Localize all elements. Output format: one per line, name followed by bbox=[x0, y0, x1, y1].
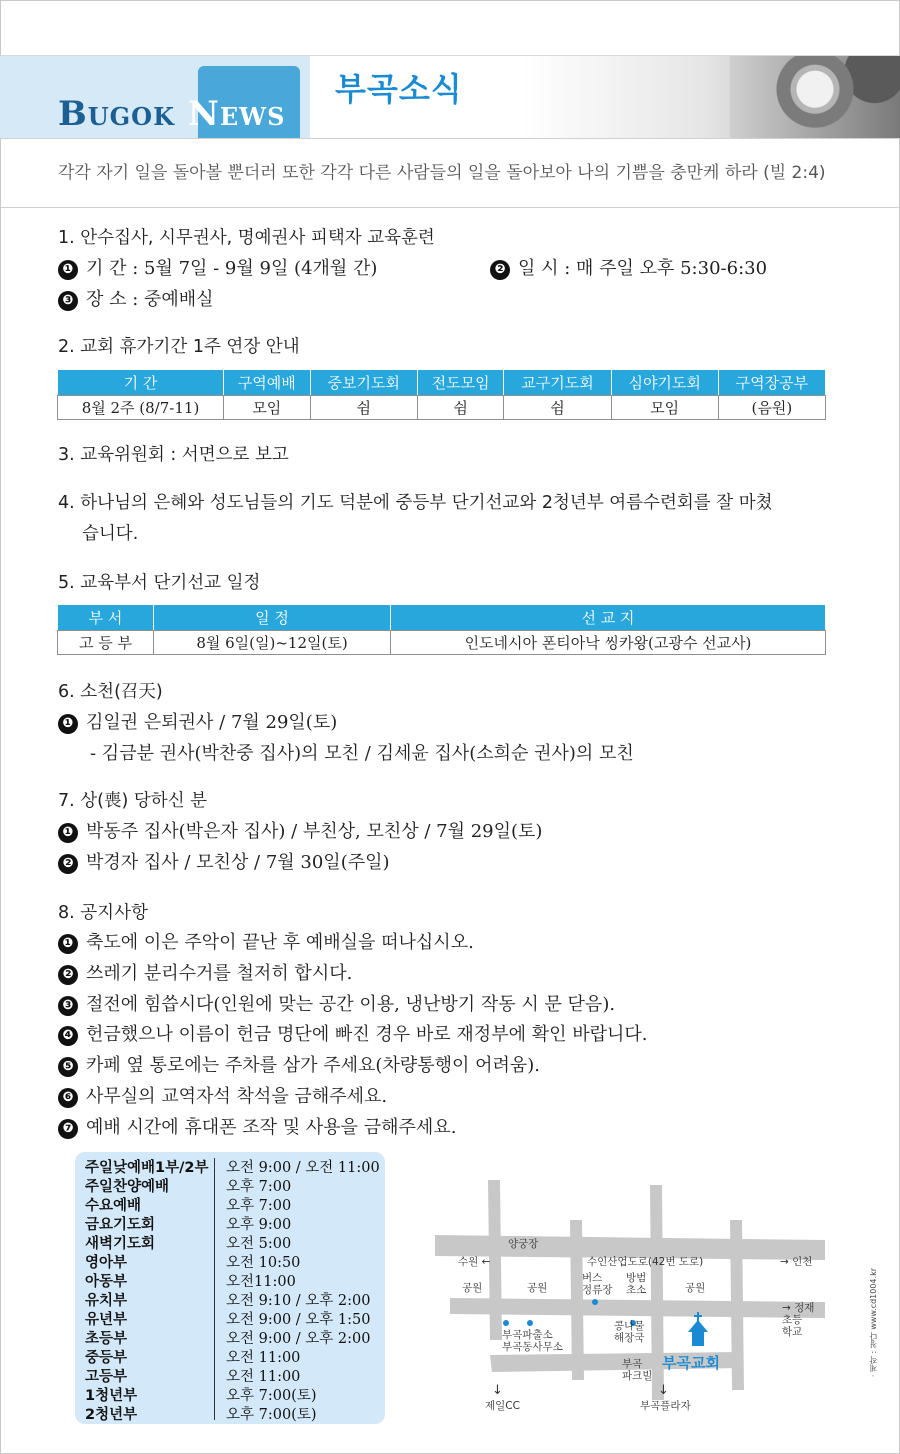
vacation-table-header bbox=[58, 370, 826, 396]
section-1-heading: 1. 안수집사, 시무권사, 명예권사 피택자 교육훈련 bbox=[58, 228, 435, 248]
schedule-time: 오전 10:50 bbox=[226, 1255, 301, 1271]
section-6-line-1: 김일권 은퇴권사 / 7월 29일(토) bbox=[86, 712, 338, 733]
schedule-name: 주일낮예배1부/2부 bbox=[85, 1160, 209, 1176]
schedule-time: 오전11:00 bbox=[226, 1274, 296, 1290]
church-icon bbox=[688, 1312, 708, 1346]
map-roads bbox=[430, 1180, 830, 1420]
bullet-icon: ❻ bbox=[58, 1088, 78, 1108]
table-header-cell: 구역예배 bbox=[224, 370, 311, 396]
map-label-school: → 정재 초등 학교 bbox=[782, 1302, 815, 1338]
section-8-heading: 8. 공지사항 bbox=[58, 903, 148, 923]
table-header-cell: 일 정 bbox=[154, 605, 391, 631]
table-header-cell: 선 교 지 bbox=[391, 605, 826, 631]
table-cell: 모임 bbox=[224, 396, 311, 420]
map-label-police: 부곡파출소 부곡동사무소 bbox=[502, 1329, 563, 1353]
table-header-cell: 전도모임 bbox=[417, 370, 504, 396]
section-7-line-1: 박동주 집사(박은자 집사) / 부친상, 모친상 / 7월 29일(토) bbox=[86, 821, 543, 842]
section-7-item-1 bbox=[58, 817, 542, 843]
section-7-heading: 7. 상(喪) 당하신 분 bbox=[58, 791, 208, 811]
section-3-heading: 3. 교육위원회 : 서면으로 보고 bbox=[58, 445, 289, 465]
header-banner bbox=[0, 55, 900, 139]
schedule-time: 오전 9:00 / 오후 2:00 bbox=[226, 1331, 371, 1347]
section-6-line-2: - 김금분 권사(박찬중 집사)의 모친 / 김세윤 집사(소희순 권사)의 모친 bbox=[90, 743, 634, 764]
schedule-time: 오전 9:00 / 오후 1:50 bbox=[226, 1312, 371, 1328]
schedule-name: 고등부 bbox=[85, 1369, 128, 1385]
section-1-item-2 bbox=[490, 254, 767, 280]
location-map bbox=[430, 1180, 830, 1420]
section-7-line-2: 박경자 집사 / 모친상 / 7월 30일(주일) bbox=[86, 852, 390, 873]
map-label-plaza: 부곡플라자 bbox=[640, 1400, 691, 1412]
map-label-church: 부곡교회 bbox=[662, 1354, 720, 1372]
section-2-heading: 2. 교회 휴가기간 1주 연장 안내 bbox=[58, 337, 300, 357]
bullet-icon: ❶ bbox=[58, 934, 78, 954]
schedule-name: 주일찬양예배 bbox=[85, 1179, 170, 1195]
schedule-name: 금요기도회 bbox=[85, 1217, 156, 1233]
header-photo bbox=[730, 56, 900, 139]
bible-verse: 각각 자기 일을 돌아볼 뿐더러 또한 각각 다른 사람들의 일을 돌아보아 나의 기쁨을 충만케 하라 (빌 2:4) bbox=[58, 163, 826, 183]
bullet-1-icon: ❶ bbox=[58, 260, 78, 280]
table-cell: 8월 6일(일)~12일(토) bbox=[154, 631, 391, 655]
section-1-place: 장 소 : 중예배실 bbox=[86, 289, 214, 310]
logo-prefix: Bugok bbox=[58, 94, 188, 134]
credit: · 제작 : 청다 www.cd1004.kr bbox=[869, 1268, 878, 1378]
table-cell: 쉼 bbox=[310, 396, 417, 420]
section-1-item-3 bbox=[58, 285, 214, 311]
section-4-line-1: 4. 하나님의 은혜와 성도님들의 기도 덕분에 중등부 단기선교와 2청년부 여름수련회를 잘 마쳤 bbox=[58, 493, 773, 513]
bullet-3-icon: ❸ bbox=[58, 291, 78, 311]
schedule-time: 오후 7:00(토) bbox=[226, 1388, 317, 1404]
bullet-icon: ❹ bbox=[58, 1026, 78, 1046]
section-5-heading: 5. 교육부서 단기선교 일정 bbox=[58, 573, 261, 593]
schedule-time: 오후 7:00 bbox=[226, 1179, 292, 1195]
notice-text: 사무실의 교역자석 착석을 금해주세요. bbox=[86, 1086, 388, 1107]
map-label-park: 공원 bbox=[527, 1282, 548, 1294]
section-6-heading: 6. 소천(召天) bbox=[58, 682, 163, 702]
section-4-line-2: 습니다. bbox=[82, 524, 139, 544]
map-label-restaurant: 콩나물 해장국 bbox=[614, 1320, 645, 1344]
section-1-time: 일 시 : 매 주일 오후 5:30-6:30 bbox=[518, 258, 768, 279]
schedule-name: 수요예배 bbox=[85, 1198, 142, 1214]
table-header-cell: 구역장공부 bbox=[718, 370, 825, 396]
office-marker-icon bbox=[527, 1320, 533, 1326]
table-cell: 쉼 bbox=[417, 396, 504, 420]
bullet-icon: ❼ bbox=[58, 1119, 78, 1139]
section-7-item-2 bbox=[58, 848, 390, 874]
schedule-time: 오전 11:00 bbox=[226, 1350, 301, 1366]
notice-text: 헌금했으나 이름이 헌금 명단에 빠진 경우 바로 재정부에 확인 바랍니다. bbox=[86, 1024, 648, 1045]
notice-item bbox=[58, 990, 615, 1016]
schedule-time: 오전 11:00 bbox=[226, 1369, 301, 1385]
table-cell: 모임 bbox=[611, 396, 718, 420]
schedule-name: 아동부 bbox=[85, 1274, 128, 1290]
schedule-name: 중등부 bbox=[85, 1350, 128, 1366]
table-cell: 인도네시아 폰티아낙 씽카왕(고광수 선교사) bbox=[391, 631, 826, 655]
map-label-road: 수인산업도로(42번 도로) bbox=[587, 1256, 704, 1268]
map-label-parkville: 부곡 파크빌 bbox=[622, 1358, 653, 1382]
notice-item bbox=[58, 959, 352, 985]
bullet-2-icon: ❷ bbox=[58, 854, 78, 874]
police-marker-icon bbox=[503, 1320, 509, 1326]
table-header-cell: 교구기도회 bbox=[504, 370, 611, 396]
bullet-icon: ❷ bbox=[58, 965, 78, 985]
logo-highlight: News bbox=[187, 94, 286, 134]
map-label-suwon: 수원 ← bbox=[458, 1256, 491, 1268]
worship-schedule bbox=[75, 1152, 385, 1424]
bullet-icon: ❺ bbox=[58, 1057, 78, 1077]
section-6-item-1 bbox=[58, 708, 337, 734]
table-row bbox=[58, 396, 826, 420]
schedule-time: 오전 5:00 bbox=[226, 1236, 292, 1252]
schedule-name: 영아부 bbox=[85, 1255, 128, 1271]
schedule-name: 2청년부 bbox=[85, 1407, 138, 1423]
schedule-name: 초등부 bbox=[85, 1331, 128, 1347]
map-label-police-box: 방범 초소 bbox=[626, 1272, 647, 1296]
schedule-time: 오후 7:00(토) bbox=[226, 1407, 317, 1423]
notice-text: 예배 시간에 휴대폰 조작 및 사용을 금해주세요. bbox=[86, 1117, 457, 1138]
map-label-incheon: → 인천 bbox=[780, 1256, 813, 1268]
schedule-divider bbox=[214, 1158, 215, 1420]
notice-text: 쓰레기 분리수거를 철저히 합시다. bbox=[86, 963, 353, 984]
notice-item bbox=[58, 1082, 387, 1108]
mission-table-header bbox=[58, 605, 826, 631]
section-1-item-1 bbox=[58, 254, 377, 280]
page-title: 부곡소식 bbox=[335, 70, 463, 108]
bullet-1-icon: ❶ bbox=[58, 714, 78, 734]
schedule-time: 오후 7:00 bbox=[226, 1198, 292, 1214]
bullet-icon: ❸ bbox=[58, 996, 78, 1016]
table-cell: 8월 2주 (8/7-11) bbox=[58, 396, 224, 420]
notice-text: 카페 옆 통로에는 주차를 삼가 주세요(차량통행이 어려움). bbox=[86, 1055, 541, 1076]
map-label-park: 공원 bbox=[462, 1282, 483, 1294]
notice-text: 축도에 이은 주악이 끝난 후 예배실을 떠나십시오. bbox=[86, 932, 474, 953]
table-header-cell: 중보기도회 bbox=[310, 370, 417, 396]
schedule-name: 1청년부 bbox=[85, 1388, 138, 1404]
table-cell: 쉼 bbox=[504, 396, 611, 420]
map-label-park: 공원 bbox=[685, 1282, 706, 1294]
schedule-name: 새벽기도회 bbox=[85, 1236, 156, 1252]
table-cell: 고 등 부 bbox=[58, 631, 154, 655]
schedule-time: 오전 9:00 / 오전 11:00 bbox=[226, 1160, 380, 1176]
bus-stop-marker-icon bbox=[592, 1299, 598, 1305]
section-1-period: 기 간 : 5월 7일 - 9월 9일 (4개월 간) bbox=[86, 258, 378, 279]
arrow-down-icon: ↓ bbox=[492, 1383, 503, 1398]
schedule-name: 유년부 bbox=[85, 1312, 128, 1328]
notice-text: 절전에 힘씁시다(인원에 맞는 공간 이용, 냉난방기 작동 시 문 닫음). bbox=[86, 994, 616, 1015]
schedule-time: 오전 9:10 / 오후 2:00 bbox=[226, 1293, 371, 1309]
table-row bbox=[58, 631, 826, 655]
logo bbox=[58, 94, 285, 134]
vacation-table bbox=[57, 369, 826, 420]
schedule-name: 유치부 bbox=[85, 1293, 128, 1309]
table-header-cell: 심야기도회 bbox=[611, 370, 718, 396]
mission-table bbox=[57, 604, 826, 655]
table-cell: (음원) bbox=[718, 396, 825, 420]
map-label-jeilcc: 제일CC bbox=[485, 1400, 520, 1412]
logo-area bbox=[0, 56, 310, 139]
notice-item bbox=[58, 1051, 540, 1077]
map-label-archery: 양궁장 bbox=[508, 1238, 539, 1250]
table-header-cell: 부 서 bbox=[58, 605, 154, 631]
notice-item bbox=[58, 1020, 647, 1046]
map-label-bus-stop: 버스 정류장 bbox=[582, 1272, 613, 1296]
bullet-1-icon: ❶ bbox=[58, 823, 78, 843]
schedule-time: 오후 9:00 bbox=[226, 1217, 292, 1233]
notice-item bbox=[58, 928, 474, 954]
bullet-2-icon: ❷ bbox=[490, 260, 510, 280]
arrow-down-icon: ↓ bbox=[658, 1383, 669, 1398]
notice-item bbox=[58, 1113, 456, 1139]
table-header-cell: 기 간 bbox=[58, 370, 224, 396]
